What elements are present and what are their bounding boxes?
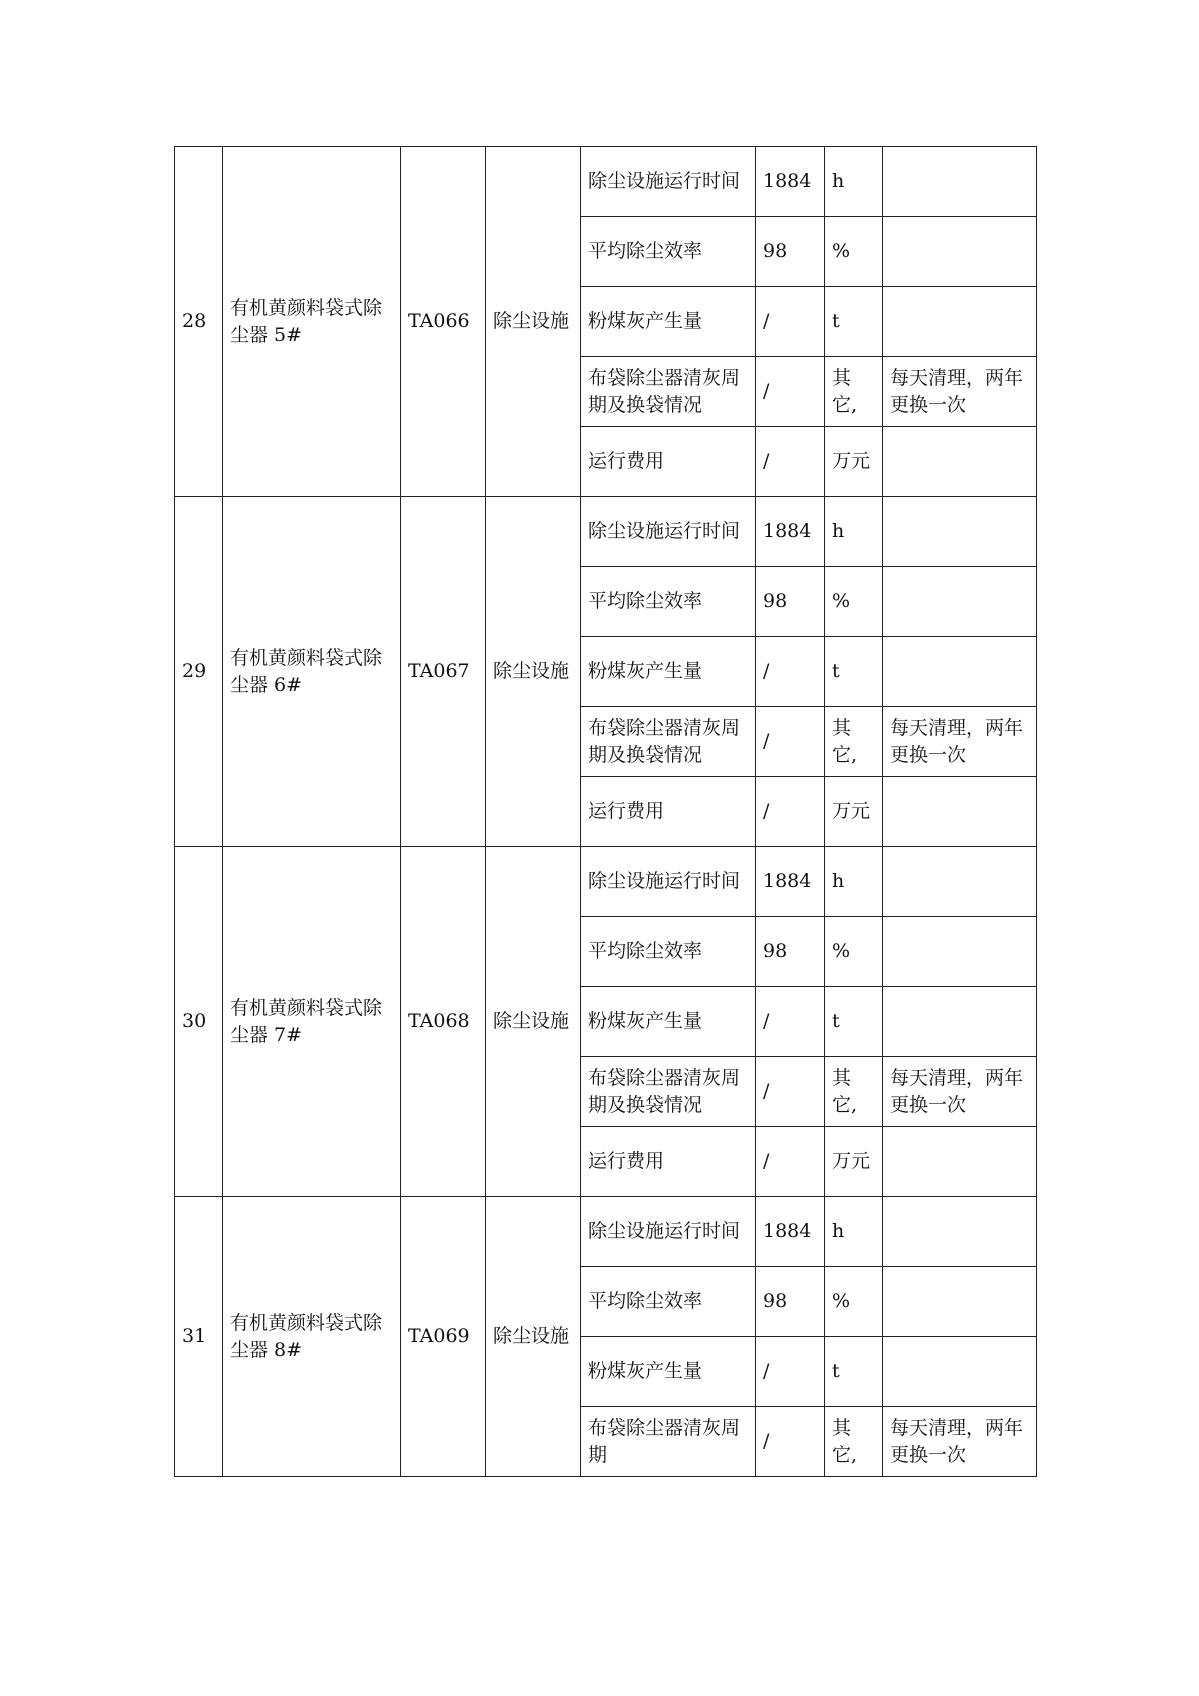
parameter-value-cell: / [756, 427, 825, 497]
parameter-note-cell: 每天清理，两年更换一次 [883, 707, 1037, 777]
parameter-unit-cell: 其它, [825, 357, 883, 427]
facility-type-cell: 除尘设施 [486, 847, 581, 1197]
parameter-value-cell: / [756, 1407, 825, 1477]
parameter-unit-cell: 万元 [825, 1127, 883, 1197]
parameter-note-cell [883, 1267, 1037, 1337]
parameter-note-cell [883, 847, 1037, 917]
parameter-unit-cell: t [825, 287, 883, 357]
parameter-note-cell [883, 567, 1037, 637]
parameter-unit-cell: 其它, [825, 1407, 883, 1477]
table-row [175, 147, 1037, 217]
parameter-item-cell: 平均除尘效率 [581, 217, 756, 287]
parameter-item-cell: 运行费用 [581, 777, 756, 847]
parameter-unit-cell: 其它, [825, 707, 883, 777]
parameter-item-cell: 布袋除尘器清灰周期及换袋情况 [581, 357, 756, 427]
parameter-value-cell: / [756, 1337, 825, 1407]
facility-type-cell: 除尘设施 [486, 1197, 581, 1477]
parameter-item-cell: 平均除尘效率 [581, 917, 756, 987]
row-number-cell: 28 [175, 147, 223, 497]
parameter-unit-cell: h [825, 1197, 883, 1267]
facility-name-cell: 有机黄颜料袋式除尘器 8# [223, 1197, 401, 1477]
table-row [175, 497, 1037, 567]
facility-name-cell: 有机黄颜料袋式除尘器 7# [223, 847, 401, 1197]
row-number-cell: 30 [175, 847, 223, 1197]
parameter-value-cell: / [756, 357, 825, 427]
parameter-value-cell: / [756, 1127, 825, 1197]
parameter-value-cell: / [756, 777, 825, 847]
parameter-note-cell [883, 1337, 1037, 1407]
parameter-item-cell: 粉煤灰产生量 [581, 1337, 756, 1407]
parameter-value-cell: 1884 [756, 1197, 825, 1267]
parameter-item-cell: 除尘设施运行时间 [581, 147, 756, 217]
parameter-item-cell: 除尘设施运行时间 [581, 847, 756, 917]
parameter-unit-cell: % [825, 917, 883, 987]
parameter-unit-cell: h [825, 847, 883, 917]
parameter-item-cell: 除尘设施运行时间 [581, 497, 756, 567]
parameter-value-cell: 98 [756, 217, 825, 287]
facility-table [174, 146, 1037, 1477]
parameter-unit-cell: t [825, 1337, 883, 1407]
facility-type-cell: 除尘设施 [486, 497, 581, 847]
parameter-unit-cell: h [825, 497, 883, 567]
parameter-value-cell: 98 [756, 1267, 825, 1337]
parameter-unit-cell: 万元 [825, 427, 883, 497]
parameter-note-cell [883, 1197, 1037, 1267]
parameter-value-cell: / [756, 637, 825, 707]
parameter-item-cell: 粉煤灰产生量 [581, 987, 756, 1057]
parameter-note-cell [883, 287, 1037, 357]
parameter-unit-cell: % [825, 1267, 883, 1337]
parameter-unit-cell: t [825, 987, 883, 1057]
facility-name-cell: 有机黄颜料袋式除尘器 5# [223, 147, 401, 497]
parameter-unit-cell: % [825, 217, 883, 287]
parameter-note-cell: 每天清理，两年更换一次 [883, 1057, 1037, 1127]
parameter-item-cell: 布袋除尘器清灰周期及换袋情况 [581, 1057, 756, 1127]
parameter-note-cell [883, 497, 1037, 567]
table-body [175, 147, 1037, 1477]
parameter-item-cell: 布袋除尘器清灰周期 [581, 1407, 756, 1477]
parameter-item-cell: 粉煤灰产生量 [581, 637, 756, 707]
parameter-note-cell [883, 1127, 1037, 1197]
parameter-value-cell: 98 [756, 567, 825, 637]
table-row [175, 1197, 1037, 1267]
parameter-value-cell: / [756, 1057, 825, 1127]
facility-code-cell: TA069 [401, 1197, 486, 1477]
parameter-value-cell: 1884 [756, 847, 825, 917]
parameter-unit-cell: h [825, 147, 883, 217]
table-row [175, 847, 1037, 917]
parameter-item-cell: 运行费用 [581, 427, 756, 497]
parameter-item-cell: 运行费用 [581, 1127, 756, 1197]
parameter-item-cell: 平均除尘效率 [581, 1267, 756, 1337]
parameter-note-cell [883, 917, 1037, 987]
parameter-note-cell [883, 637, 1037, 707]
facility-type-cell: 除尘设施 [486, 147, 581, 497]
parameter-unit-cell: 万元 [825, 777, 883, 847]
parameter-value-cell: / [756, 707, 825, 777]
parameter-note-cell [883, 777, 1037, 847]
row-number-cell: 29 [175, 497, 223, 847]
parameter-value-cell: / [756, 287, 825, 357]
parameter-item-cell: 平均除尘效率 [581, 567, 756, 637]
parameter-value-cell: / [756, 987, 825, 1057]
parameter-note-cell: 每天清理，两年更换一次 [883, 357, 1037, 427]
parameter-note-cell: 每天清理，两年更换一次 [883, 1407, 1037, 1477]
parameter-unit-cell: t [825, 637, 883, 707]
parameter-item-cell: 粉煤灰产生量 [581, 287, 756, 357]
parameter-value-cell: 1884 [756, 497, 825, 567]
parameter-item-cell: 布袋除尘器清灰周期及换袋情况 [581, 707, 756, 777]
parameter-note-cell [883, 147, 1037, 217]
parameter-note-cell [883, 987, 1037, 1057]
facility-code-cell: TA067 [401, 497, 486, 847]
row-number-cell: 31 [175, 1197, 223, 1477]
parameter-item-cell: 除尘设施运行时间 [581, 1197, 756, 1267]
facility-name-cell: 有机黄颜料袋式除尘器 6# [223, 497, 401, 847]
parameter-unit-cell: % [825, 567, 883, 637]
facility-code-cell: TA068 [401, 847, 486, 1197]
parameter-value-cell: 98 [756, 917, 825, 987]
facility-code-cell: TA066 [401, 147, 486, 497]
parameter-unit-cell: 其它, [825, 1057, 883, 1127]
parameter-note-cell [883, 217, 1037, 287]
parameter-value-cell: 1884 [756, 147, 825, 217]
parameter-note-cell [883, 427, 1037, 497]
